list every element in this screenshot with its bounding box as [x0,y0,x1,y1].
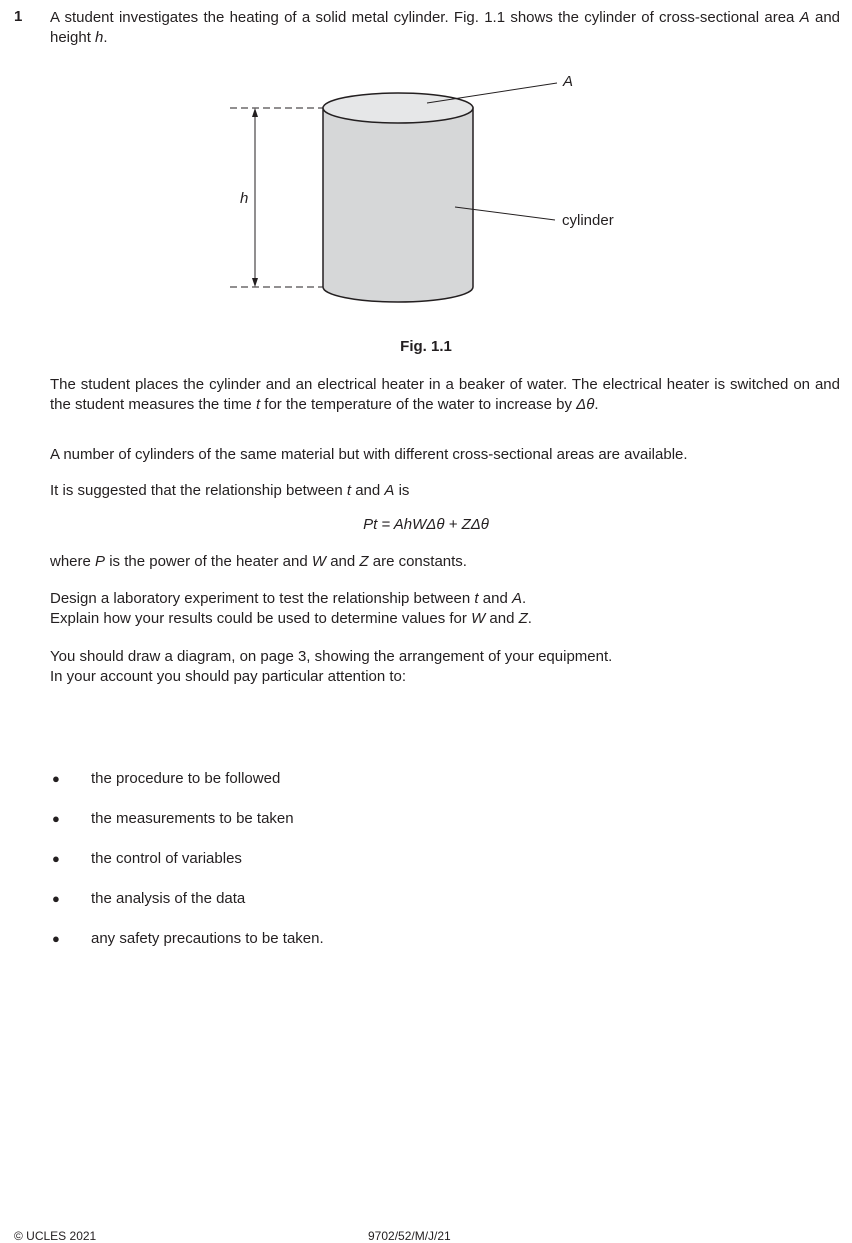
p4-text-2: is the power of the heater and [105,553,312,570]
relationship-equation: Pt = AhWΔθ + ZΔθ [363,516,489,533]
paragraph-2: A number of cylinders of the same material but with different cross-sectional areas are available. [50,446,688,463]
intro-text-2: and height [50,9,840,46]
p3-var-A: A [384,482,395,499]
p5b-text-2: and [485,610,519,627]
p4-var-W: W [311,553,327,570]
paragraph-1 [50,375,840,415]
height-label: h [240,190,249,207]
footer-paper-code: 9702/52/M/J/21 [368,1229,451,1243]
footer-copyright: © UCLES 2021 [14,1229,97,1243]
p1-text-1: The student places the cylinder and an electrical heater in a beaker of water. The electrical heater is switched on and the student measures the time [50,376,840,413]
p3-text-3: is [394,482,410,499]
bullet-text: the measurements to be taken [91,810,294,827]
p6-line-1: You should draw a diagram, on page 3, showing the arrangement of your equipment. [50,648,613,665]
p5a-var-t: t [474,590,479,607]
p5b-var-W: W [471,610,486,627]
bullet-icon: ● [52,771,60,786]
p5a-text-2: and [478,590,512,607]
p4-text-1: where [50,553,96,570]
p1-text-2: for the temperature of the water to increase by [260,396,577,413]
p5b-text-1: Explain how your results could be used to determine values for [50,610,472,627]
p5-line-2 [50,609,840,629]
paragraph-6 [50,647,840,687]
list-item [50,809,324,849]
p5-line-1 [50,589,840,609]
cylinder-label: cylinder [562,212,614,229]
intro-text-3: . [103,29,108,46]
bullet-text: any safety precautions to be taken. [91,930,324,947]
p4-text-3: and [326,553,360,570]
bullet-icon: ● [52,931,60,946]
cylinder-top-face [323,93,473,123]
p1-var-t: t [255,396,261,413]
p3-text-2: and [351,482,385,499]
attention-list [50,769,324,969]
list-item [50,849,324,889]
p4-var-P: P [95,553,106,570]
p3-var-t: t [346,482,352,499]
p5b-text-3: . [527,610,532,627]
height-arrowhead-bottom [252,278,258,287]
bullet-icon: ● [52,811,60,826]
p3-text-1: It is suggested that the relationship between [50,482,347,499]
paragraph-3 [50,481,840,501]
list-item [50,929,324,969]
intro-var-h: h [95,29,104,46]
p6-line-2: In your account you should pay particular attention to: [50,668,407,685]
question-number: 1 [14,8,23,25]
intro-text-1: A student investigates the heating of a solid metal cylinder. Fig. 1.1 shows the cylinder of cross-sectional area [50,9,800,26]
p5a-var-A: A [511,590,522,607]
figure-caption: Fig. 1.1 [400,338,452,355]
p4-var-Z: Z [359,553,369,570]
list-item [50,889,324,929]
height-arrowhead-top [252,108,258,117]
p5a-text-3: . [521,590,527,607]
paragraph-5 [50,589,840,629]
p4-text-4: are constants. [368,553,467,570]
list-item [50,769,324,809]
cylinder-body [323,108,473,302]
cylinder-figure [0,0,852,330]
intro-var-A: A [799,9,810,26]
p5b-var-Z: Z [518,610,528,627]
bullet-icon: ● [52,891,60,906]
area-leader-line [427,83,557,103]
bullet-text: the analysis of the data [91,890,246,907]
area-label: A [563,73,574,90]
paragraph-4 [50,552,840,572]
p1-text-3: . [594,396,599,413]
bullet-text: the procedure to be followed [91,770,281,787]
p5a-text-1: Design a laboratory experiment to test the relationship between [50,590,475,607]
bullet-icon: ● [52,851,60,866]
p1-var-dtheta: Δθ [576,396,595,413]
bullet-text: the control of variables [91,850,242,867]
